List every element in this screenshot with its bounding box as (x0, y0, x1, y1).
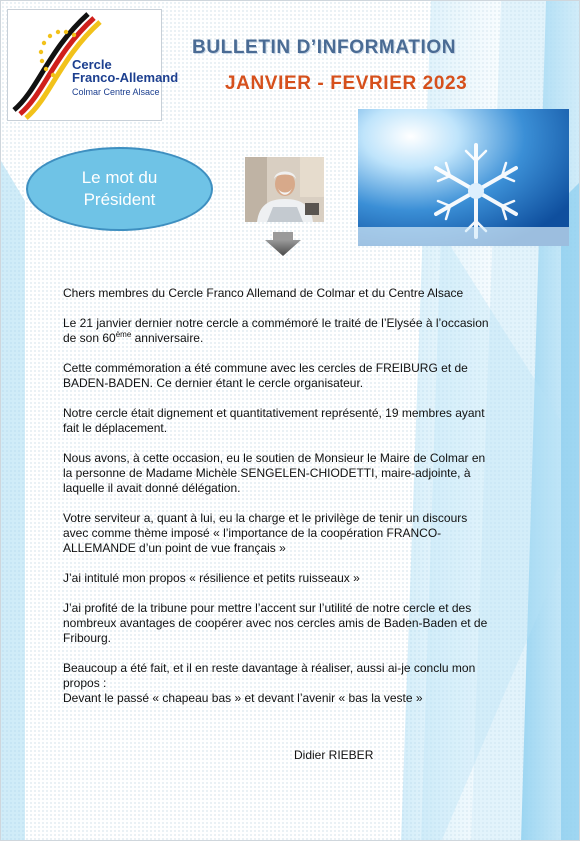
signature: Didier RIEBER (294, 748, 374, 762)
logo-line-1: Cercle (72, 57, 112, 72)
letter-paragraph (63, 661, 491, 706)
letter-text: anniversaire. (131, 331, 204, 345)
logo-line-3: Colmar Centre Alsace (72, 87, 160, 97)
letter-paragraph: Votre serviteur a, quant à lui, eu la charge et le privilège de tenir un discours avec comme thème imposé « l’importance de la coopération FRANCO-ALLEMANDE d’un point de vue français » (63, 511, 468, 555)
letter-paragraph (63, 316, 491, 346)
president-letter (63, 286, 491, 706)
logo-line-2: Franco-Allemand (72, 70, 179, 85)
letter-paragraph: J’ai intitulé mon propos « résilience et petits ruisseaux » (63, 571, 360, 585)
ordinal-superscript: ème (115, 330, 132, 339)
letter-text: Devant le passé « chapeau bas » et devant l’avenir « bas la veste » (63, 691, 423, 705)
letter-paragraph: J’ai profité de la tribune pour mettre l’accent sur l’utilité de notre cercle et des nombreux avantages de coopérer avec nos cercles amis de Baden-Baden et de Fribourg. (63, 601, 488, 645)
logo (7, 9, 179, 121)
down-arrow-icon (263, 232, 303, 256)
letter-text: Le 21 janvier dernier notre cercle a commémoré le traité de l’Elysée à l’occasion de son 60 (63, 316, 489, 345)
letter-paragraph: Notre cercle était dignement et quantitativement représenté, 19 membres ayant fait le déplacement. (63, 406, 485, 435)
letter-paragraph: Cette commémoration a été commune avec les cercles de FREIBURG et de BADEN-BADEN. Ce dernier étant le cercle organisateur. (63, 361, 468, 390)
president-word-heading (26, 147, 213, 231)
letter-paragraph: Chers membres du Cercle Franco Allemand de Colmar et du Centre Alsace (63, 286, 464, 300)
heading-line-2: Président (83, 190, 156, 209)
snowflake-photo (358, 109, 569, 246)
president-photo (245, 157, 324, 222)
letter-text: Beaucoup a été fait, et il en reste davantage à réaliser, aussi ai-je conclu mon propos : (63, 661, 476, 690)
heading-line-1: Le mot du (81, 168, 158, 187)
letter-paragraph: Nous avons, à cette occasion, eu le soutien de Monsieur le Maire de Colmar en la personne de Madame Michèle SENGELEN-CHIODETTI, maire-adjointe, à laquelle il avait donné délégation. (63, 451, 486, 495)
page-title: BULLETIN D’INFORMATION (192, 37, 457, 58)
period-subtitle: JANVIER - FEVRIER 2023 (225, 73, 468, 94)
